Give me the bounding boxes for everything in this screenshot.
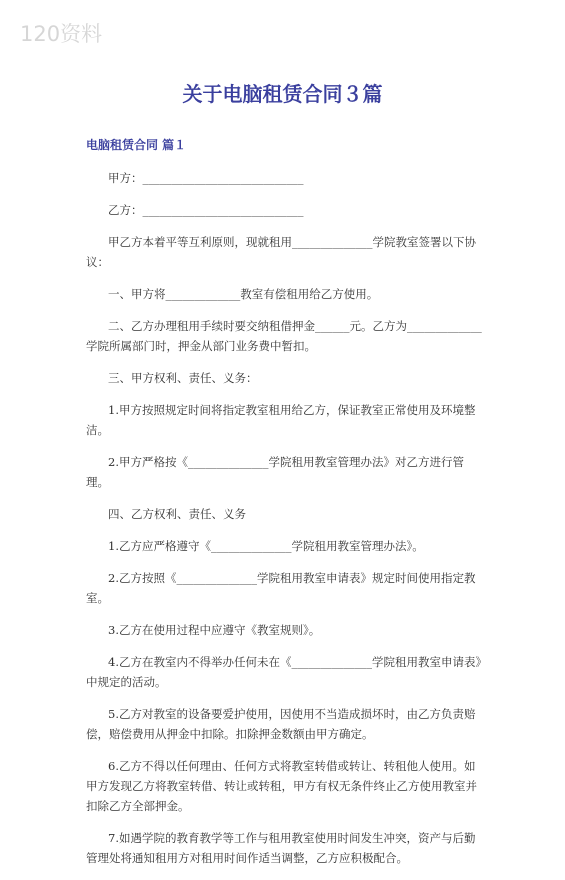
paragraph-3-1: 1.甲方按照规定时间将指定教室租用给乙方，保证教室正常使用及环境整洁。: [86, 403, 476, 437]
paragraph-4-4: 4.乙方在教室内不得举办任何未在《______________学院租用教室申请表》中规定的活动。: [86, 655, 482, 689]
paragraph-4-5: 5.乙方对教室的设备要爱护使用，因使用不当造成损坏时，由乙方负责赔偿，赔偿费用从押金中扣除。扣除押金数额由甲方确定。: [86, 707, 476, 741]
paragraph-clause-1: 一、甲方将_____________教室有偿租用给乙方使用。: [108, 287, 379, 301]
document-title: 关于电脑租赁合同３篇: [182, 82, 383, 106]
paragraph-3-2: 2.甲方严格按《______________学院租用教室管理办法》对乙方进行管理。: [86, 455, 464, 489]
paragraph-4-6: 6.乙方不得以任何理由、任何方式将教室转借或转让、转租他人使用。如甲方发现乙方将教室转借、转让或转租，甲方有权无条件终止乙方使用教室并扣除乙方全部押金。: [86, 759, 477, 813]
paragraph-preamble: 甲乙方本着平等互利原则，现就租用______________学院教室签署以下协议：: [86, 235, 476, 269]
paragraph-4-2: 2.乙方按照《______________学院租用教室申请表》规定时间使用指定教室。: [86, 571, 476, 605]
document-body: [86, 168, 482, 880]
paragraph-party-a: 甲方：____________________________: [108, 171, 304, 185]
paragraph-4-7: 7.如遇学院的教育教学等工作与租用教室使用时间发生冲突，资产与后勤管理处将通知租用方对租用时间作适当调整，乙方应积极配合。: [86, 831, 476, 865]
paragraph-4-3: 3.乙方在使用过程中应遵守《教室规则》。: [108, 623, 321, 637]
paragraph-clause-2: 二、乙方办理租用手续时要交纳租借押金______元。乙方为_____________学院所属部门时，押金从部门业务费中暂扣。: [86, 319, 482, 353]
paragraph-party-b: 乙方：____________________________: [108, 203, 304, 217]
section-heading: 电脑租赁合同 篇１: [86, 138, 187, 152]
paragraph-4-1: 1.乙方应严格遵守《______________学院租用教室管理办法》。: [108, 539, 424, 553]
paragraph-clause-4-heading: 四、乙方权利、责任、义务: [108, 507, 246, 521]
paragraph-clause-3-heading: 三、甲方权利、责任、义务：: [108, 371, 258, 385]
watermark-logo: 120资料: [20, 22, 103, 46]
